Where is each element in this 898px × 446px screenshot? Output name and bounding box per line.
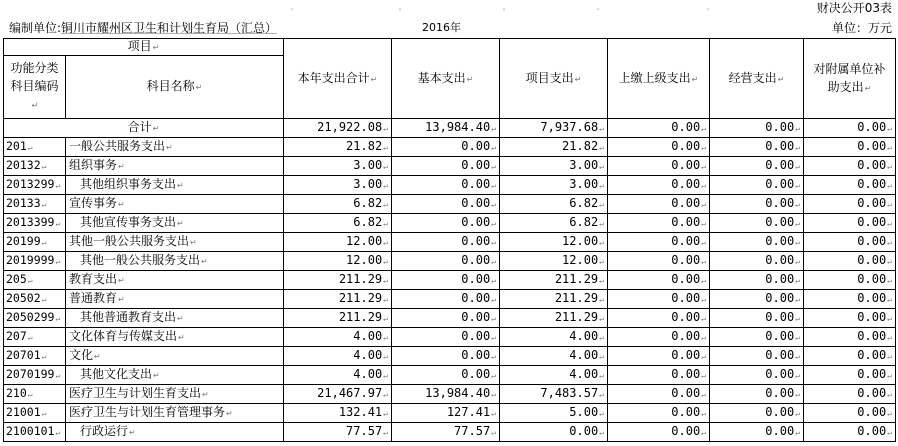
row-value: 0.00↵ [710,309,804,328]
row-value: 0.00↵ [804,138,896,157]
row-value: 0.00↵ [608,233,710,252]
row-name: 其他一般公共服务支出↵ [66,252,284,271]
row-code: 2019999↵ [4,252,66,271]
row-value: 0.00↵ [392,176,500,195]
row-code: 205↵ [4,271,66,290]
row-value: 4.00↵ [500,347,608,366]
row-value: 0.00↵ [804,423,896,442]
row-value: 0.00↵ [392,233,500,252]
row-value: 0.00↵ [392,309,500,328]
header-upper: 上缴上级支出↵ [608,39,710,119]
row-value: 0.00↵ [710,328,804,347]
row-code: 20199↵ [4,233,66,252]
row-value: 0.00↵ [608,252,710,271]
row-value: 0.00↵ [608,347,710,366]
row-value: 6.82↵ [284,214,392,233]
row-value: 0.00↵ [710,347,804,366]
row-value: 0.00↵ [608,195,710,214]
row-value: 0.00↵ [392,195,500,214]
table-row [4,157,896,176]
row-value: 0.00↵ [608,366,710,385]
row-code: 20701↵ [4,347,66,366]
table-row [4,309,896,328]
row-value: 0.00↵ [608,138,710,157]
report-year: 2016年 [422,21,461,34]
row-value: 0.00↵ [500,423,608,442]
total-value: 7,937.68↵ [500,119,608,138]
header-operation: 经营支出↵ [710,39,804,119]
row-name: 行政运行↵ [66,423,284,442]
row-name: 其他宣传事务支出↵ [66,214,284,233]
row-code: 20132↵ [4,157,66,176]
row-value: 0.00↵ [804,252,896,271]
table-row [4,195,896,214]
row-value: 0.00↵ [804,290,896,309]
header-name: 科目名称↵ [66,56,284,119]
row-name: 宣传事务↵ [66,195,284,214]
table-row [4,404,896,423]
decor-mark: ˇ [290,8,294,17]
row-value: 0.00↵ [392,157,500,176]
row-code: 2013399↵ [4,214,66,233]
row-value: 3.00↵ [284,157,392,176]
row-value: 127.41↵ [392,404,500,423]
row-value: 0.00↵ [392,366,500,385]
decor-mark: ˇ [706,8,710,17]
row-value: 0.00↵ [392,328,500,347]
row-code: 2013299↵ [4,176,66,195]
compiling-unit-label: 编制单位: [9,21,62,35]
row-value: 21.82↵ [284,138,392,157]
decor-mark: ˇ [502,8,506,17]
row-name: 其他组织事务支出↵ [66,176,284,195]
row-value: 0.00↵ [608,271,710,290]
row-value: 5.00↵ [500,404,608,423]
row-value: 3.00↵ [500,176,608,195]
compiling-unit-name: 铜川市耀州区卫生和计划生育局（汇总） [61,21,278,35]
row-name: 其他一般公共服务支出↵ [66,233,284,252]
total-value: 0.00↵ [608,119,710,138]
row-value: 0.00↵ [710,233,804,252]
row-value: 0.00↵ [804,309,896,328]
row-value: 0.00↵ [392,271,500,290]
header-basic: 基本支出↵ [392,39,500,119]
row-value: 0.00↵ [608,157,710,176]
table-row [4,233,896,252]
table-row [4,347,896,366]
header-item: 项目↵ [4,39,284,56]
table-row [4,366,896,385]
row-value: 0.00↵ [710,252,804,271]
row-value: 0.00↵ [710,385,804,404]
row-value: 211.29↵ [500,309,608,328]
row-code: 20133↵ [4,195,66,214]
row-value: 0.00↵ [710,404,804,423]
row-name: 其他普通教育支出↵ [66,309,284,328]
row-name: 医疗卫生与计划生育管理事务↵ [66,404,284,423]
money-unit: 单位：万元 [831,21,892,35]
row-value: 211.29↵ [500,271,608,290]
report-number: 财决公开03表 [816,1,892,15]
row-value: 0.00↵ [608,385,710,404]
table-row [4,214,896,233]
row-code: 2050299↵ [4,309,66,328]
expenditure-table [3,38,896,442]
total-value: 21,922.08↵ [284,119,392,138]
total-label-cell: 合计↵ [4,119,284,138]
row-value: 0.00↵ [710,271,804,290]
row-name: 组织事务↵ [66,157,284,176]
row-value: 21.82↵ [500,138,608,157]
table-row [4,328,896,347]
total-value: 0.00↵ [804,119,896,138]
row-value: 132.41↵ [284,404,392,423]
row-value: 0.00↵ [608,309,710,328]
row-value: 0.00↵ [710,138,804,157]
row-value: 0.00↵ [392,347,500,366]
row-value: 0.00↵ [804,214,896,233]
row-value: 0.00↵ [710,366,804,385]
row-value: 3.00↵ [500,157,608,176]
row-value: 0.00↵ [710,157,804,176]
row-value: 0.00↵ [710,176,804,195]
row-value: 0.00↵ [608,176,710,195]
row-value: 0.00↵ [710,214,804,233]
compiling-unit [9,21,277,35]
row-value: 0.00↵ [804,347,896,366]
table-body [4,39,896,442]
header-code: 功能分类科目编码↵ [4,56,66,119]
row-value: 12.00↵ [284,233,392,252]
row-value: 0.00↵ [710,195,804,214]
row-name: 文化体育与传媒支出↵ [66,328,284,347]
row-value: 0.00↵ [804,328,896,347]
table-row [4,271,896,290]
row-name: 医疗卫生与计划生育支出↵ [66,385,284,404]
row-value: 0.00↵ [608,290,710,309]
row-value: 0.00↵ [608,214,710,233]
row-value: 4.00↵ [500,366,608,385]
row-name: 其他文化支出↵ [66,366,284,385]
row-value: 211.29↵ [284,309,392,328]
row-value: 0.00↵ [804,366,896,385]
row-value: 3.00↵ [284,176,392,195]
row-value: 0.00↵ [804,176,896,195]
row-code: 201↵ [4,138,66,157]
total-value: 13,984.40↵ [392,119,500,138]
row-code: 20502↵ [4,290,66,309]
row-code: 210↵ [4,385,66,404]
decor-mark: ˇ [596,8,600,17]
row-value: 211.29↵ [500,290,608,309]
table-row [4,290,896,309]
row-value: 6.82↵ [500,214,608,233]
row-value: 0.00↵ [392,252,500,271]
row-value: 21,467.97↵ [284,385,392,404]
row-value: 0.00↵ [804,157,896,176]
header-row [4,39,896,56]
row-value: 4.00↵ [284,328,392,347]
row-value: 0.00↵ [710,423,804,442]
row-value: 0.00↵ [804,385,896,404]
row-value: 0.00↵ [392,290,500,309]
row-value: 4.00↵ [284,366,392,385]
row-value: 4.00↵ [500,328,608,347]
row-value: 12.00↵ [500,252,608,271]
header-total: 本年支出合计↵ [284,39,392,119]
row-code: 21001↵ [4,404,66,423]
row-code: 2100101↵ [4,423,66,442]
row-value: 0.00↵ [608,423,710,442]
row-name: 普通教育↵ [66,290,284,309]
row-value: 0.00↵ [804,271,896,290]
row-value: 0.00↵ [804,233,896,252]
row-value: 0.00↵ [804,195,896,214]
row-value: 0.00↵ [392,214,500,233]
table-row [4,385,896,404]
row-name: 一般公共服务支出↵ [66,138,284,157]
total-value: 0.00↵ [710,119,804,138]
table-row [4,176,896,195]
row-value: 12.00↵ [284,252,392,271]
row-value: 0.00↵ [804,404,896,423]
row-code: 207↵ [4,328,66,347]
header-project: 项目支出↵ [500,39,608,119]
row-value: 7,483.57↵ [500,385,608,404]
decor-mark: ˇ [398,8,402,17]
header-subsidy: 对附属单位补助支出↵ [804,39,896,119]
row-value: 6.82↵ [500,195,608,214]
row-value: 6.82↵ [284,195,392,214]
table-row [4,423,896,442]
row-value: 4.00↵ [284,347,392,366]
table-row [4,252,896,271]
row-code: 2070199↵ [4,366,66,385]
row-value: 0.00↵ [608,404,710,423]
row-value: 211.29↵ [284,271,392,290]
row-value: 77.57↵ [392,423,500,442]
table-row [4,138,896,157]
row-value: 0.00↵ [392,138,500,157]
row-value: 0.00↵ [710,290,804,309]
row-value: 13,984.40↵ [392,385,500,404]
total-row [4,119,896,138]
row-value: 211.29↵ [284,290,392,309]
row-value: 0.00↵ [608,328,710,347]
row-name: 文化↵ [66,347,284,366]
row-value: 12.00↵ [500,233,608,252]
row-name: 教育支出↵ [66,271,284,290]
row-value: 77.57↵ [284,423,392,442]
